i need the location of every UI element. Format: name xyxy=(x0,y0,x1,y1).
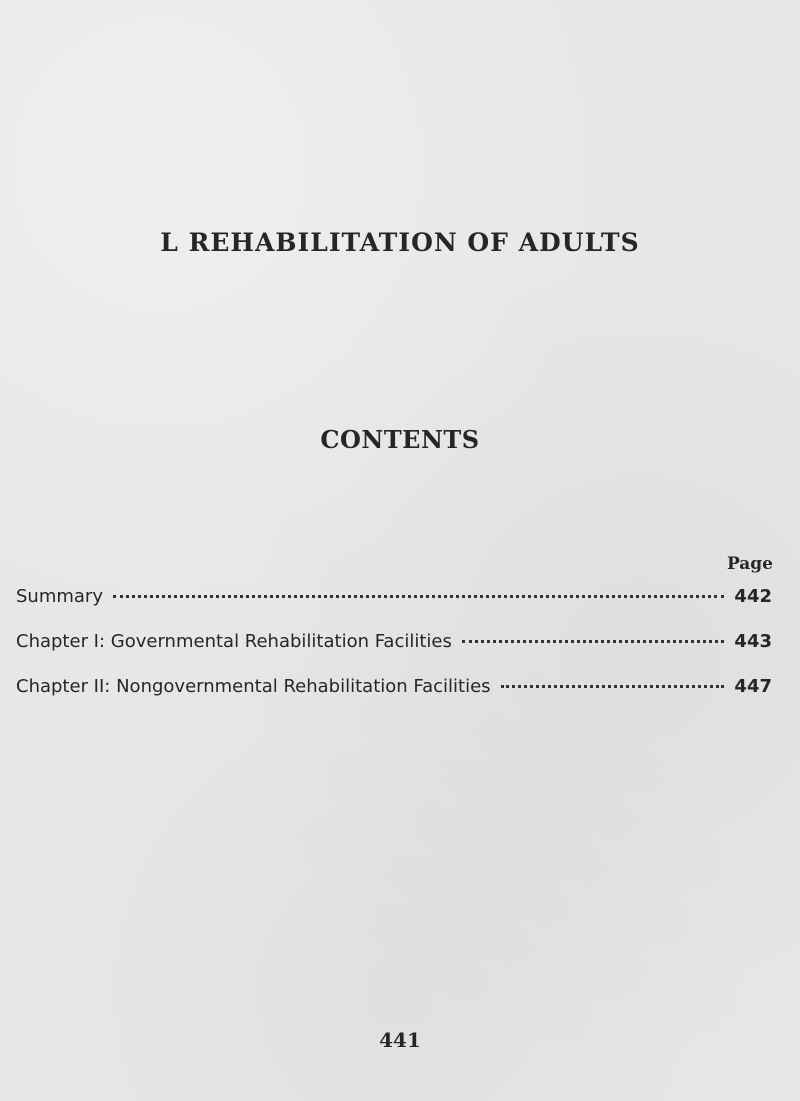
dot-leader xyxy=(462,639,725,643)
toc-entry-page: 442 xyxy=(734,586,772,607)
page-number: 441 xyxy=(379,1028,421,1052)
document-title: L REHABILITATION OF ADULTS xyxy=(160,228,640,257)
toc-entry-page: 443 xyxy=(734,631,772,652)
toc-entry-page: 447 xyxy=(734,676,772,697)
toc-entry-label: Chapter II: Nongovernmental Rehabilitation Facilities xyxy=(16,676,491,697)
dot-leader xyxy=(501,684,725,688)
toc-entry-label: Summary xyxy=(16,586,103,607)
contents-heading: CONTENTS xyxy=(320,425,480,454)
toc-entry-label: Chapter I: Governmental Rehabilitation Facilities xyxy=(16,631,452,652)
toc-entry-summary[interactable] xyxy=(16,586,772,631)
page-column-label: Page xyxy=(726,554,773,574)
table-of-contents xyxy=(16,586,772,721)
dot-leader xyxy=(113,594,724,598)
toc-entry-chapter-2[interactable] xyxy=(16,676,772,721)
toc-entry-chapter-1[interactable] xyxy=(16,631,772,676)
